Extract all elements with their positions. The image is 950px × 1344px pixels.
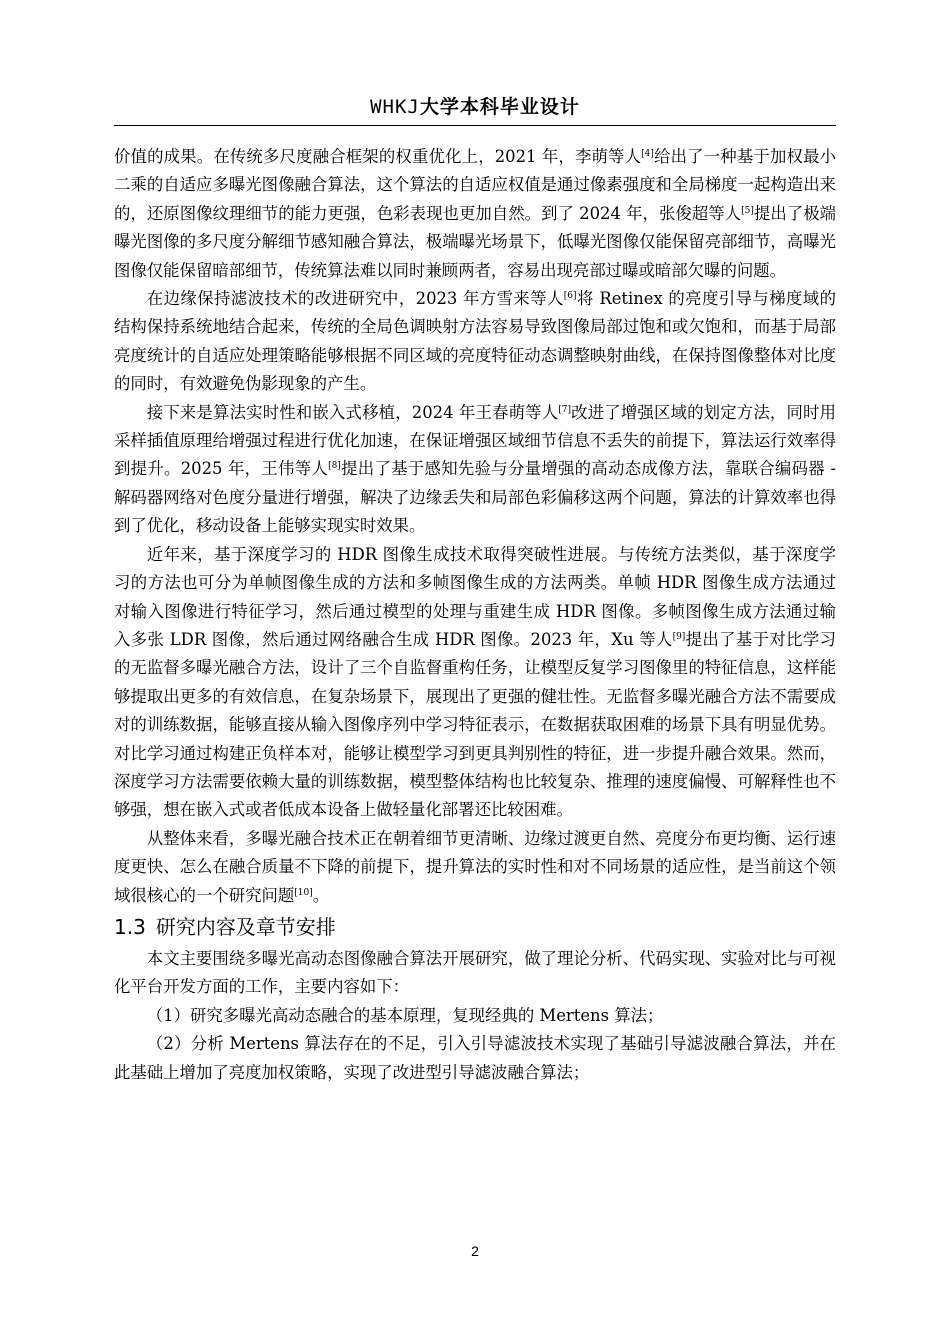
citation: [9] [672,631,686,642]
section-title: 研究内容及章节安排 [155,914,336,939]
list-item-2: （2）分析 Mertens 算法存在的不足，引入引导滤波技术实现了基础引导滤波融合算法，并在此基础上增加了亮度加权策略，实现了改进型引导滤波融合算法； [114,1034,836,1082]
text-run: 改进了增强区域的划定方法，同时用采样插值原理给增强过程进行优化加速，在保证增强区域细节信息不丢失的前提下，算法运行效率得到提升。2025 年，王伟等人 [114,402,837,479]
list-item-1: （1）研究多曝光高动态融合的基本原理，复现经典的 Mertens 算法； [146,1005,664,1025]
citation: [5] [741,205,754,216]
body-text [114,143,836,1087]
text-run: 。 [312,885,330,905]
text-run: 近年来，基于深度学习的 HDR 图像生成技术取得突破性进展。与传统方法类似，基于深度学习的方法也可分为单帧图像生成的方法和多帧图像生成的方法两类。单帧 HDR 图像生成方法通过对输入图像进行特征学习，然后通过模型的处理与重建生成 HDR 图像。多帧图像生成方法通过输入多张 LDR 图像，然后通过网络融合生成 HDR 图像。2023 年，Xu 等人 [114,544,836,649]
paragraph [114,143,836,285]
text-run: 提出了极端曝光图像的多尺度分解细节感知融合算法，极端曝光场景下，低曝光图像仅能保留亮部细节，高曝光图像仅能保留暗部细节，传统算法难以同时兼顾两者，容易出现亮部过曝或暗部欠曝的问题。 [114,203,837,280]
section-heading [114,910,836,945]
text-run: 从整体来看，多曝光融合技术正在朝着细节更清晰、边缘过渡更自然、亮度分布更均衡、运行速度更快、怎么在融合质量不下降的前提下，提升算法的实时性和对不同场景的适应性，是当前这个领域很核心的一个研究问题 [114,828,836,905]
text-run: 接下来是算法实时性和嵌入式移植，2024 年王春萌等人 [146,402,559,422]
header-tag: WHKJ [370,96,420,118]
header-title: 大学本科毕业设计 [419,96,580,118]
text-run: 将 Retinex 的亮度引导与梯度域的结构保持系统地结合起来，传统的全局色调映射方法容易导致图像局部过饱和或欠饱和，而基于局部亮度统计的自适应处理策略能够根据不同区域的亮度特征动态调整映射曲线，在保持图像整体对比度的同时，有效避免伪影现象的产生。 [114,289,836,394]
paragraph [114,399,836,541]
text-run: 价值的成果。在传统多尺度融合框架的权重优化上，2021 年，李萌等人 [114,147,642,166]
section-number: 1.3 [114,914,146,939]
section-paragraph: 本文主要围绕多曝光高动态图像融合算法开展研究，做了理论分析、代码实现、实验对比与可视化平台开发方面的工作，主要内容如下： [114,948,836,997]
paragraph [114,285,836,399]
paragraph [114,825,836,910]
page-header [114,90,836,122]
citation: [4] [641,149,654,159]
header-rule [114,125,836,126]
citation: [6] [563,291,577,302]
citation: [7] [558,404,572,415]
citation: [8] [328,461,341,472]
intro-paragraphs [114,143,836,910]
text-run: 给出了一种基于加权最小二乘的自适应多曝光图像融合算法，这个算法的自适应权值是通过像素强度和全局梯度一起构造出来的，还原图像纹理细节的能力更强，色彩表现也更加自然。到了 2024 年，张俊超等人 [114,147,837,223]
page-number: 2 [471,1243,479,1259]
text-run: 在边缘保持滤波技术的改进研究中，2023 年方雪来等人 [146,289,564,309]
text-run: 提出了基于对比学习的无监督多曝光融合方法，设计了三个自监督重构任务，让模型反复学习图像里的特征信息，这样能够提取出更多的有效信息，在复杂场景下，展现出了更强的健壮性。无监督多曝光融合方法不需要成对的训练数据，能够直接从输入图像序列中学习特征表示，在数据获取困难的场景下具有明显优势。对比学习通过构建正负样本对，能够让模型学习到更具判别性的特征，进一步提升融合效果。然而，深度学习方法需要依赖大量的训练数据，模型整体结构也比较复杂、推理的速度偏慢、可解释性也不够强，想在嵌入式或者低成本设备上做轻量化部署还比较困难。 [114,629,837,820]
citation: [10] [294,887,313,898]
paragraph [114,541,836,825]
text-run: 提出了基于感知先验与分量增强的高动态成像方法，靠联合编码器 - 解码器网络对色度分量进行增强，解决了边缘丢失和局部色彩偏移这两个问题，算法的计算效率也得到了优化，移动设备上能够实现实时效果。 [114,459,836,536]
